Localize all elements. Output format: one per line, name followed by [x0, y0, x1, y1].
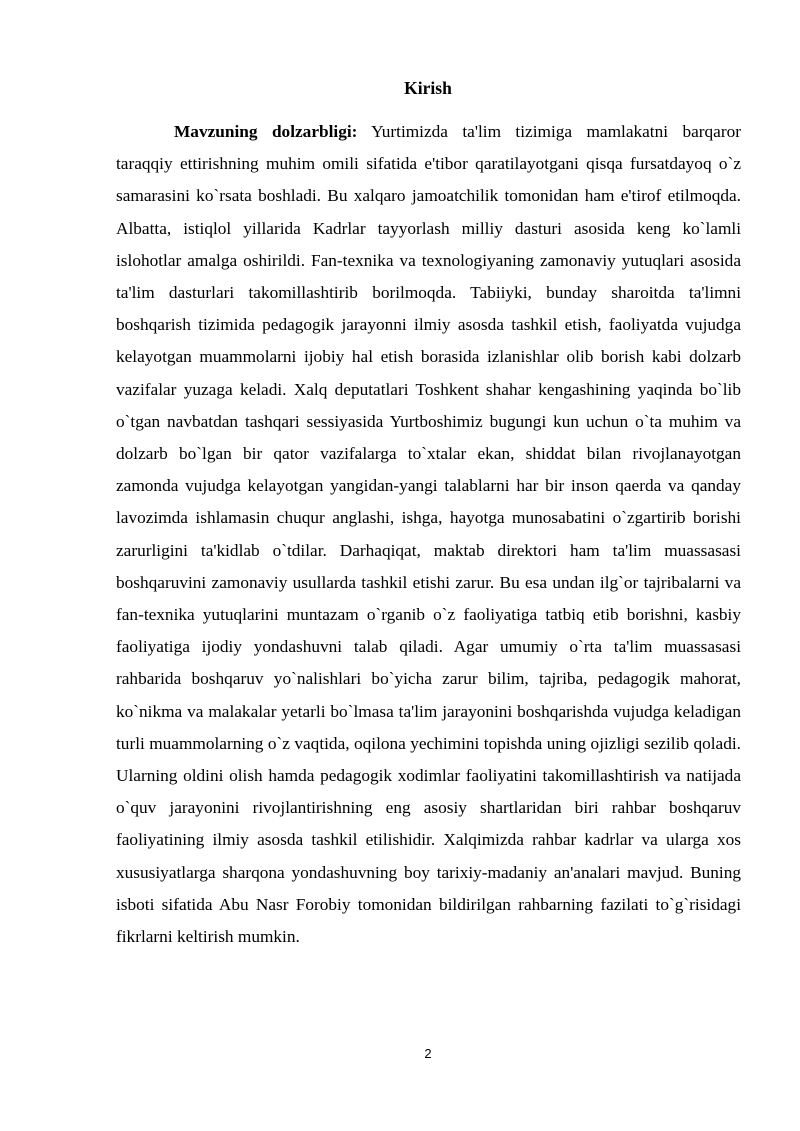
- lead-phrase: Mavzuning dolzarbligi:: [174, 122, 358, 141]
- page-number: 2: [424, 1046, 432, 1061]
- body-paragraph: [116, 116, 741, 953]
- paragraph-text: Yurtimizda ta'lim tizimiga mamlakatni barqaror taraqqiy ettirishning muhim omili sifatida e'tibor qaratilayotgani qisqa fursatdayoq o`z samarasini ko`rsata boshladi. Bu xalqaro jamoatchilik tomonidan ham e'tirof etilmoqda. Albatta, istiqlol yillarida Kadrlar tayyorlash milliy dasturi asosida keng ko`lamli islohotlar amalga oshirildi. Fan-texnika va texnologiyaning zamonaviy yutuqlari asosida ta'lim dasturlari takomillashtirib borilmoqda. Tabiiyki, bunday sharoitda ta'limni boshqarish tizimida pedagogik jarayonni ilmiy asosda tashkil etish, faoliyatda vujudga kelayotgan muammolarni ijobiy hal etish borasida izlanishlar olib borish kabi dolzarb vazifalar yuzaga keladi. Xalq deputatlari Toshkent shahar kengashining yaqinda bo`lib o`tgan navbatdan tashqari sessiyasida Yurtboshimiz bugungi kun uchun o`ta muhim va dolzarb bo`lgan bir qator vazifalarga to`xtalar ekan, shiddat bilan rivojlanayotgan zamonda vujudga kelayotgan yangidan-yangi talablarni har bir inson qaerda va qanday lavozimda ishlamasin chuqur anglashi, ishga, hayotga munosabatini o`zgartirib borishi zarurligini ta'kidlab o`tdilar. Darhaqiqat, maktab direktori ham ta'lim muassasasi boshqaruvini zamonaviy usullarda tashkil etishi zarur. Bu esa undan ilg`or tajribalarni va fan-texnika yutuqlarini muntazam o`rganib o`z faoliyatiga tatbiq etib borishni, kasbiy faoliyatiga ijodiy yondashuvni talab qiladi. Agar umumiy o`rta ta'lim muassasasi rahbarida boshqaruv yo`nalishlari bo`yicha zarur bilim, tajriba, pedagogik mahorat, ko`nikma va malakalar yetarli bo`lmasa ta'lim jarayonini boshqarishda vujudga keladigan turli muammolarning o`z vaqtida, oqilona yechimini topishda uning ojizligi sezilib qoladi. Ularning oldini olish hamda pedagogik xodimlar faoliyatini takomillashtirish va natijada o`quv jarayonini rivojlantirishning eng asosiy shartlaridan biri rahbar boshqaruv faoliyatining ilmiy asosda tashkil etilishidir. Xalqimizda rahbar kadrlar va ularga xos xususiyatlarga sharqona yondashuvning boy tarixiy-madaniy an'analari mavjud. Buning isboti sifatida Abu Nasr Forobiy tomonidan bildirilgan rahbarning fazilati to`g`risidagi fikrlarni keltirish mumkin.: [116, 122, 741, 947]
- section-heading: Kirish: [404, 78, 452, 98]
